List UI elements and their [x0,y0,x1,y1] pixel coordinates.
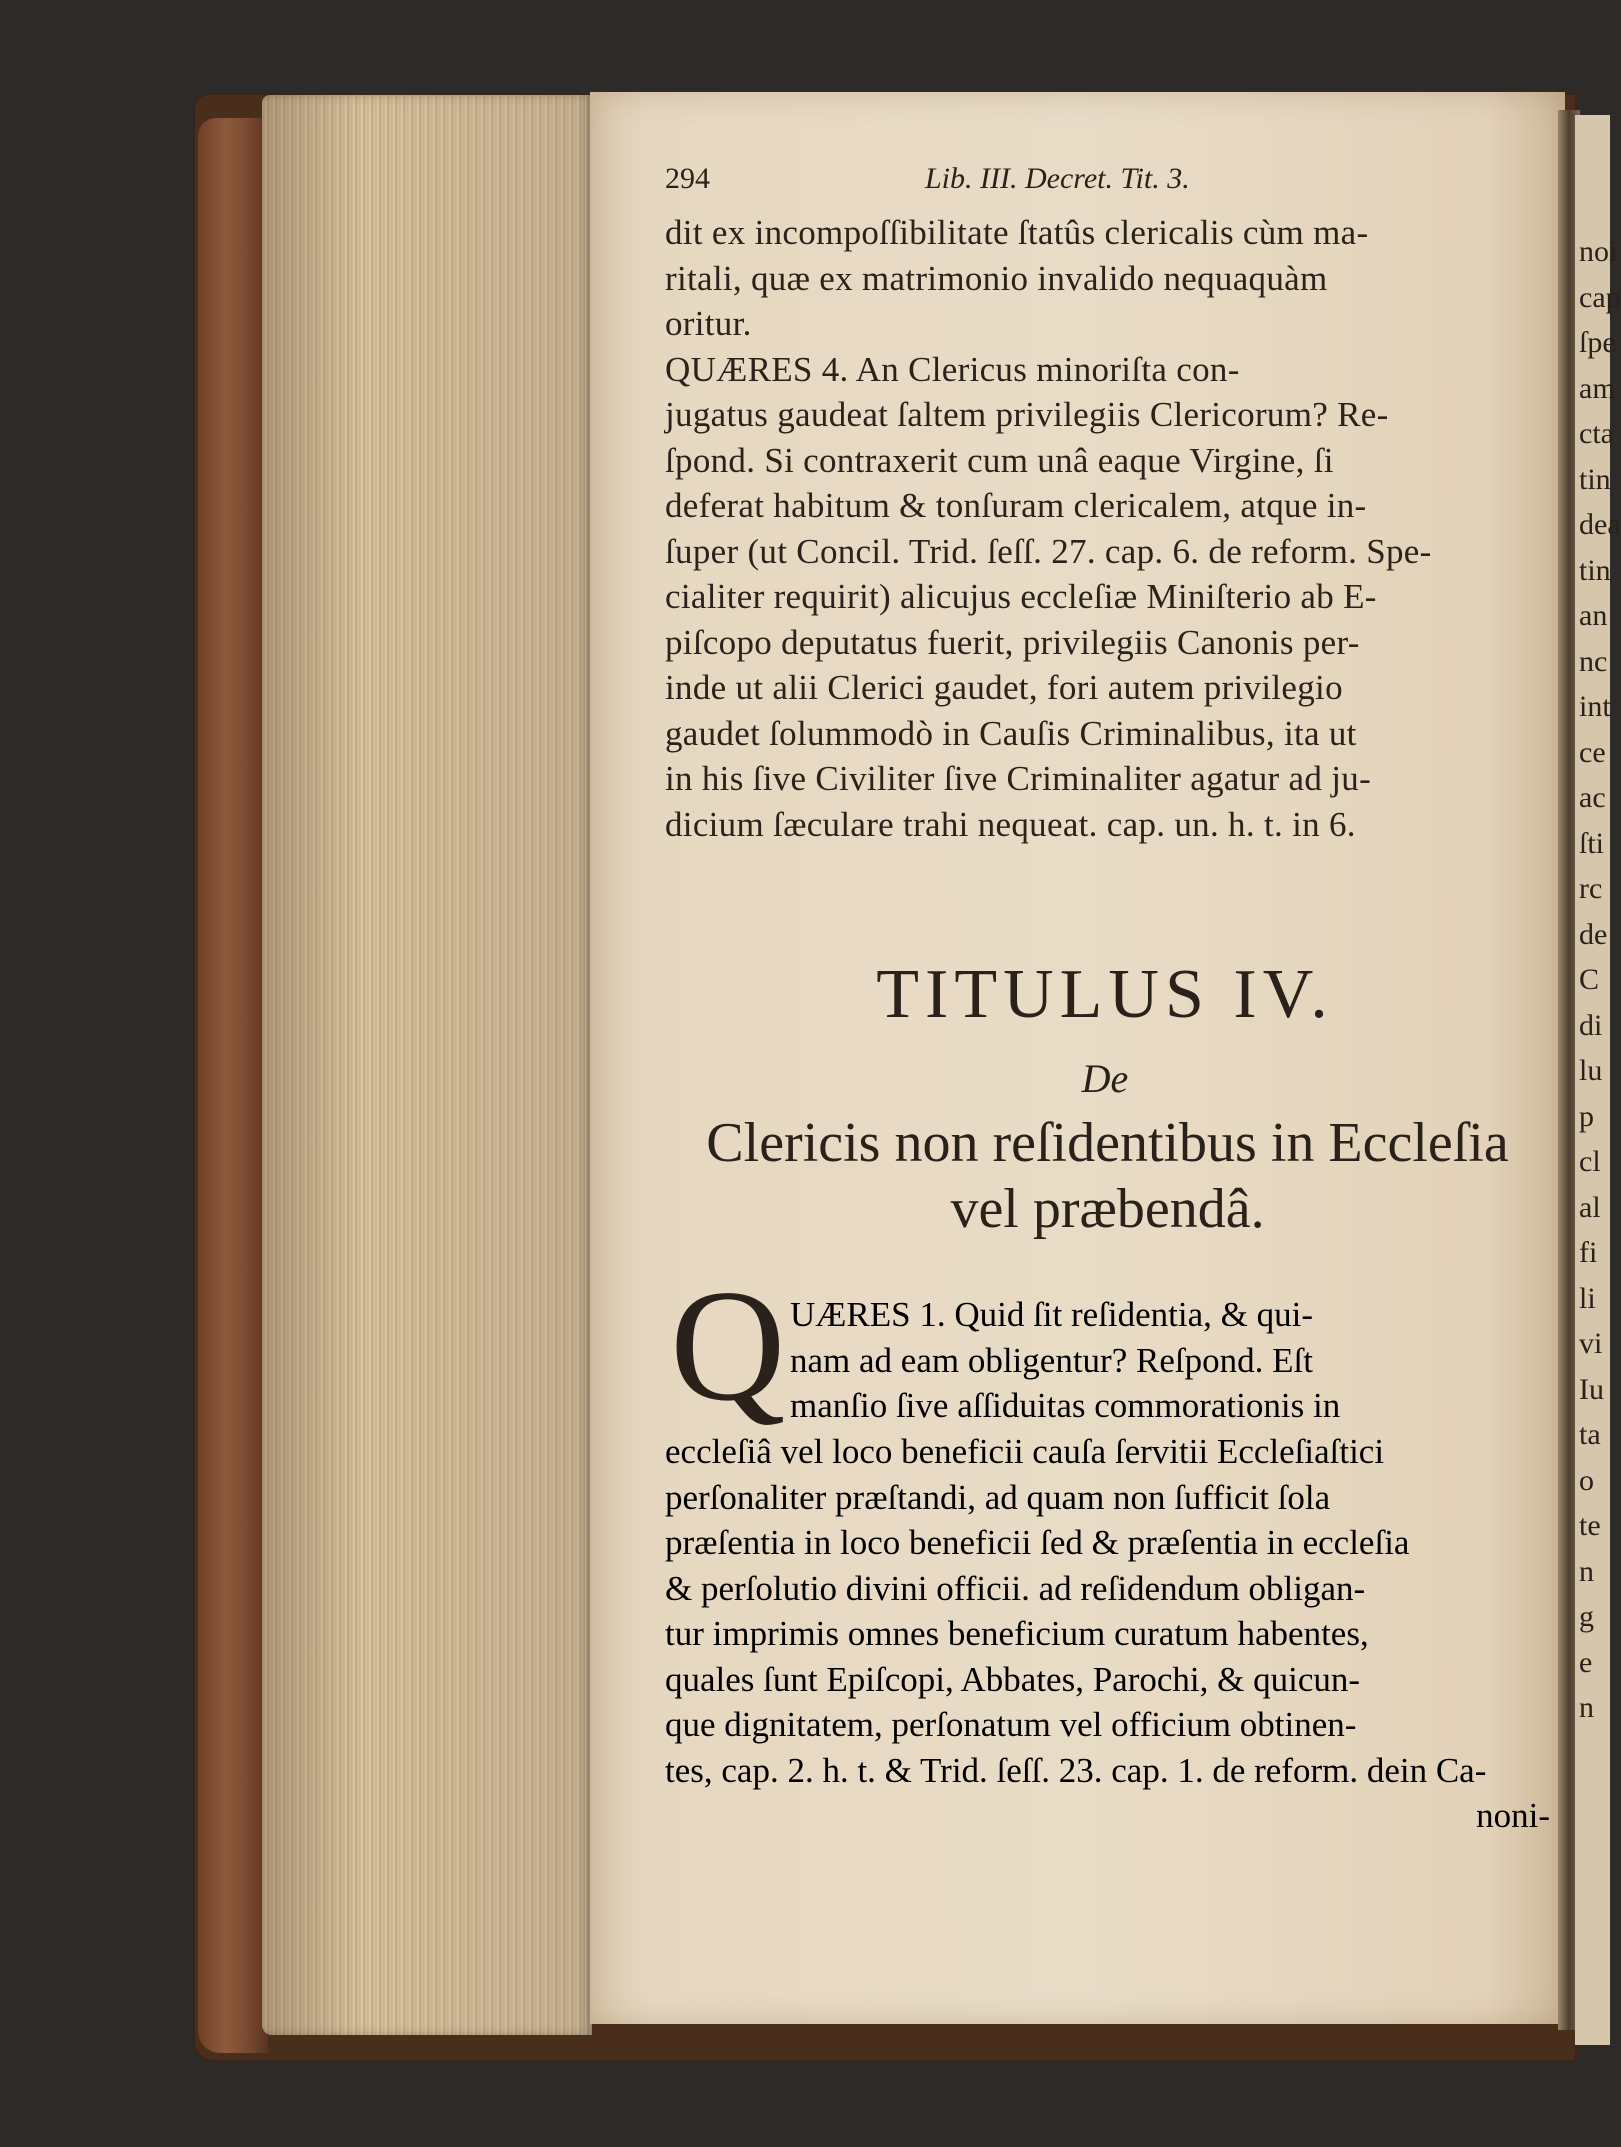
facing-page-fragment: rc [1579,872,1603,905]
section-first-lines [790,1292,1550,1429]
text-line: tur imprimis omnes beneficium curatum habentes, [665,1614,1369,1653]
facing-page-fragment: ſti [1579,826,1605,860]
facing-page-fragment: int [1579,690,1611,723]
facing-page-fragment: vi [1579,1327,1603,1360]
facing-page-fragment: cl [1579,1145,1601,1178]
section-body-text [665,1429,1550,1793]
running-header [665,162,1545,202]
facing-page-fragment: fi [1579,1236,1598,1269]
title-subheading [665,1110,1550,1242]
title-de: De [1081,1056,1129,1101]
facing-page-fragment: ce [1579,735,1606,769]
leather-cover-edge [198,118,268,2053]
running-title: Lib. III. Decret. Tit. 3. [925,162,1190,195]
facing-page-fragment: tin [1579,553,1611,587]
text-line: QUÆRES 4. An Clericus minoriſta con- [665,349,1240,389]
text-line: UÆRES 1. Quid ſit reſidentia, & qui- [790,1295,1314,1334]
text-line: jugatus gaudeat ſaltem privilegiis Clericorum? Re- [665,395,1389,434]
facing-page-fragment: cta [1579,417,1614,450]
catchword: noni- [1476,1796,1550,1835]
text-line: præſentia in loco beneficii ſed & præſentia in eccleſia [665,1523,1410,1562]
facing-page-fragment: li [1579,1281,1596,1315]
text-line: gaudet ſolummodò in Cauſis Criminalibus, ita ut [665,713,1357,753]
facing-page-fragment: ſpe [1579,326,1616,359]
title-subheading-line1: Clericis non reſidentibus in Eccleſia [706,1112,1509,1174]
text-line: tes, cap. 2. h. t. & Trid. ſeſſ. 23. cap. 1. de reform. dein Ca- [665,1750,1487,1790]
facing-page-fragment: cap [1579,280,1621,314]
page-number: 294 [665,162,710,195]
facing-page-fragment: e [1579,1645,1593,1679]
section-body [665,1429,1550,1839]
first-lines-text [790,1292,1550,1429]
facing-page-fragment: ta [1579,1418,1601,1451]
facing-page-fragment: am [1579,371,1616,405]
facing-page-fragment: ac [1579,781,1606,814]
text-line: ritali, quæ ex matrimonio invalido nequaquàm [665,258,1328,298]
facing-page-fragment: an [1579,599,1608,632]
title-subheading-line2: vel præbendâ. [950,1178,1265,1240]
text-line: perſonaliter præſtandi, ad quam non ſufficit ſola [665,1477,1331,1517]
page-block-edge [262,95,592,2035]
facing-page-fragment: Iu [1579,1372,1604,1406]
text-line: in his ſive Civiliter ſive Criminaliter agatur ad ju- [665,759,1372,798]
text-line: piſcopo deputatus fuerit, privilegiis Canonis per- [665,622,1360,662]
text-line: dicium ſæculare trahi nequeat. cap. un. h. t. in 6. [665,804,1356,844]
text-line: & perſolutio divini officii. ad reſidendum obligan- [665,1568,1366,1608]
facing-page-fragment: p [1579,1099,1594,1133]
facing-page-fragment: C [1579,963,1600,996]
facing-page-fragment: tin [1579,462,1611,496]
facing-page-fragment: di [1579,1008,1603,1042]
text-line: deferat habitum & tonſuram clericalem, atque in- [665,486,1367,525]
text-line: que dignitatem, perſonatum vel officium obtinen- [665,1705,1357,1744]
facing-page-fragment: n [1579,1691,1594,1724]
facing-page-fragment: te [1579,1509,1601,1542]
facing-page-fragment: de [1579,917,1608,951]
facing-page-strip [1575,115,1621,2045]
facing-page-fragment: o [1579,1463,1594,1497]
text-line: inde ut alii Clerici gaudet, fori autem privilegio [665,668,1343,707]
top-paragraphs [665,210,1550,847]
facing-page-fragment: noi [1579,235,1618,268]
text-line: manſio ſive aſſiduitas commorationis in [790,1386,1341,1425]
facing-page-fragment: al [1579,1190,1601,1224]
text-line: oritur. [665,304,752,343]
facing-page-fragment: n [1579,1554,1594,1588]
text-line: nam ad eam obligentur? Reſpond. Eſt [790,1340,1313,1380]
title-heading: TITULUS IV. [876,956,1334,1033]
text-line: eccleſiâ vel loco beneficii cauſa ſervitii Eccleſiaſtici [665,1432,1385,1471]
top-text [665,210,1550,847]
facing-page-fragment: lu [1579,1054,1603,1087]
text-line: dit ex incompoſſibilitate ſtatûs clericalis cùm ma- [665,213,1369,252]
facing-page-fragment: g [1579,1600,1594,1633]
facing-page-fragment: dea [1579,508,1621,541]
text-line: quales ſunt Epiſcopi, Abbates, Parochi, & quicun- [665,1659,1361,1699]
text-line: ſuper (ut Concil. Trid. ſeſſ. 27. cap. 6. de reform. Spe- [665,531,1432,571]
drop-capital: Q [670,1256,786,1434]
text-line: ſpond. Si contraxerit cum unâ eaque Virgine, ſi [665,440,1334,480]
text-line: cialiter requirit) alicujus eccleſiæ Miniſterio ab E- [665,577,1377,616]
facing-page-fragment: nc [1579,644,1608,678]
